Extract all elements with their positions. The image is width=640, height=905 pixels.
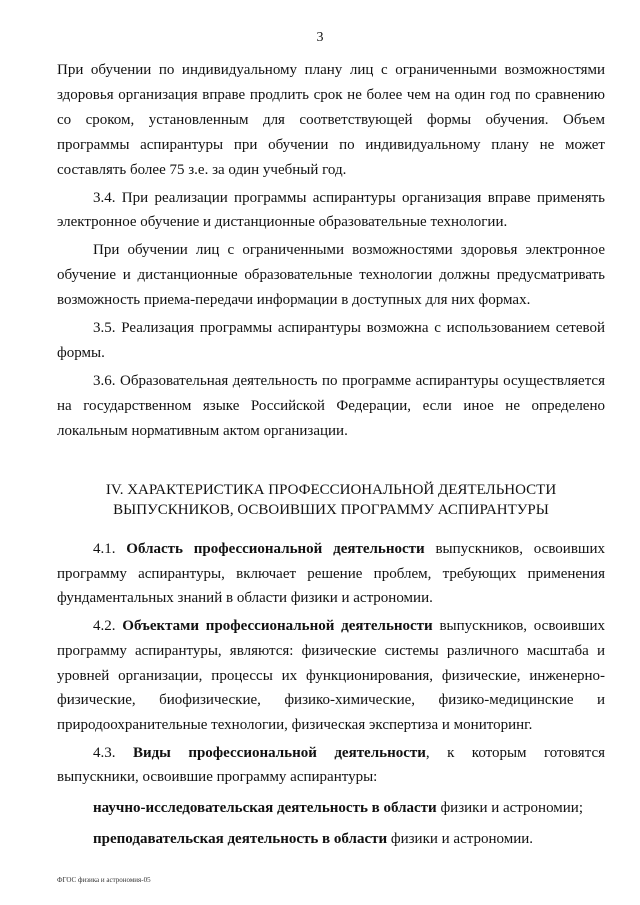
section-heading-line-2: ВЫПУСКНИКОВ, ОСВОИВШИХ ПРОГРАММУ АСПИРАНТУРЫ [113, 501, 549, 518]
list-item-teaching-term: преподавательская деятельность в области [93, 830, 388, 847]
item-4-1-term: Область профессиональной деятельности [126, 541, 425, 557]
page-number: 3 [316, 30, 324, 45]
list-item-teaching [57, 827, 605, 852]
paragraph-3-4: 3.4. При реализации программы аспирантуры организация вправе применять электронное обучение и дистанционные образовательные технологии. [57, 189, 605, 231]
section-heading [57, 481, 605, 520]
list-item-research-text: физики и астрономии; [436, 800, 584, 817]
item-4-2-text: выпускников, освоивших программу аспирантуры, являются: физические системы различного масштаба и уровней организации, процессы их функционирования, физические, инженерно-физические, биофизические, физико-химические, физико-медицинские и природоохранительные технологии, физическая экспертиза и мониторинг. [57, 618, 605, 733]
list-item-research [57, 796, 605, 821]
item-4-2-number: 4.2. [93, 618, 123, 635]
paragraph-4-2 [57, 614, 605, 738]
item-4-1-number: 4.1. [93, 541, 127, 557]
paragraph-4-3 [57, 741, 605, 790]
section-4-text [57, 537, 605, 851]
item-4-3-term: Виды профессиональной деятельности [132, 744, 426, 761]
section-3-text [57, 58, 605, 444]
paragraph-disabilities-elearning: При обучении лиц с ограниченными возможностями здоровья электронное обучение и дистанционные образовательные технологии должны предусматривать возможность приема-передачи информации в доступных для них формах. [57, 242, 605, 309]
paragraph-4-1 [57, 537, 605, 611]
list-item-research-term: научно-исследовательская деятельность в области [93, 800, 437, 817]
item-4-2-term: Объектами профессиональной деятельности [122, 618, 433, 635]
footer-note: ФГОС физика и астрономия-05 [57, 876, 151, 884]
item-4-1-text: выпускников, освоивших программу аспирантуры, включает решение проблем, требующих применения фундаментальных знаний в области физики и астрономии. [57, 541, 605, 607]
list-item-teaching-text: физики и астрономии. [387, 830, 534, 847]
item-4-3-text: , к которым готовятся выпускники, освоившие программу аспирантуры: [57, 744, 605, 786]
paragraph-individual-plan: При обучении по индивидуальному плану лиц с ограниченными возможностями здоровья организация вправе продлить срок не более чем на один год по сравнению со сроком, установленным для соответствующей формы обучения. Объем программы аспирантуры при обучении по индивидуальному плану не может составлять более 75 з.е. за один учебный год. [57, 62, 605, 178]
section-heading-line-1: IV. ХАРАКТЕРИСТИКА ПРОФЕССИОНАЛЬНОЙ ДЕЯТЕЛЬНОСТИ [105, 482, 557, 498]
item-4-3-number: 4.3. [93, 744, 133, 761]
paragraph-3-5: 3.5. Реализация программы аспирантуры возможна с использованием сетевой формы. [57, 320, 605, 361]
paragraph-3-6: 3.6. Образовательная деятельность по программе аспирантуры осуществляется на государственном языке Российской Федерации, если иное не определено локальным нормативным актом организации. [57, 372, 605, 439]
